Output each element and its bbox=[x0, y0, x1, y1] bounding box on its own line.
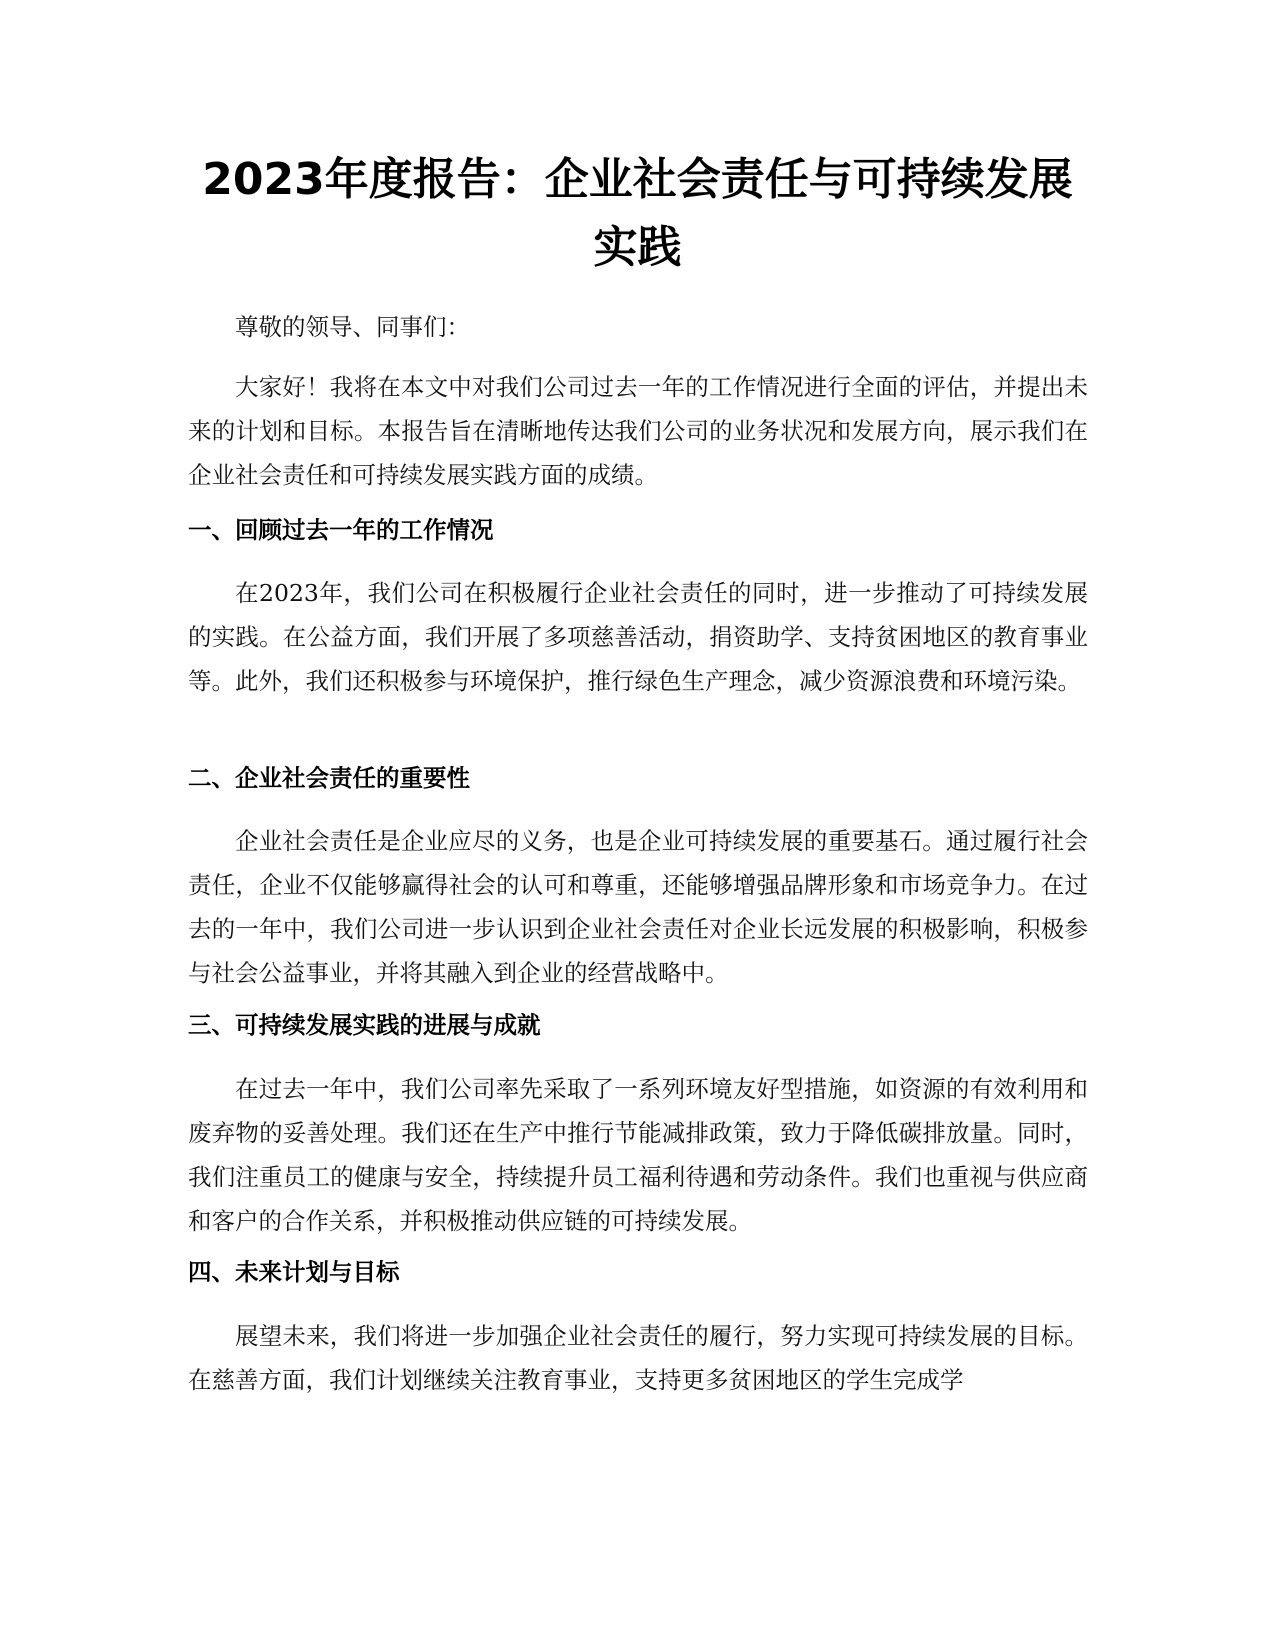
report-title-line-2: 实践 bbox=[593, 222, 682, 273]
section-2-heading: 二、企业社会责任的重要性 bbox=[188, 764, 470, 792]
intro-paragraph: 大家好！我将在本文中对我们公司过去一年的工作情况进行全面的评估，并提出未来的计划和目标。本报告旨在清晰地传达我们公司的业务状况和发展方向，展示我们在企业社会责任和可持续发展实践方面的成绩。 bbox=[188, 373, 1088, 489]
section-4-body: 展望未来，我们将进一步加强企业社会责任的履行，努力实现可持续发展的目标。在慈善方面，我们计划继续关注教育事业，支持更多贫困地区的学生完成学 bbox=[188, 1322, 1088, 1394]
section-3-body: 在过去一年中，我们公司率先采取了一系列环境友好型措施，如资源的有效利用和废弃物的妥善处理。我们还在生产中推行节能减排政策，致力于降低碳排放量。同时，我们注重员工的健康与安全，持续提升员工福利待遇和劳动条件。我们也重视与供应商和客户的合作关系，并积极推动供应链的可持续发展。 bbox=[188, 1075, 1088, 1235]
section-3-heading: 三、可持续发展实践的进展与成就 bbox=[188, 1011, 541, 1039]
report-title-line-1: 2023年度报告：企业社会责任与可持续发展 bbox=[202, 154, 1073, 205]
section-4-heading: 四、未来计划与目标 bbox=[188, 1258, 400, 1286]
greeting-paragraph: 尊敬的领导、同事们： bbox=[235, 313, 470, 341]
section-1-heading: 一、回顾过去一年的工作情况 bbox=[188, 516, 494, 544]
section-1-body: 在2023年，我们公司在积极履行企业社会责任的同时，进一步推动了可持续发展的实践。在公益方面，我们开展了多项慈善活动，捐资助学、支持贫困地区的教育事业等。此外，我们还积极参与环境保护，推行绿色生产理念，减少资源浪费和环境污染。 bbox=[188, 579, 1088, 695]
section-2-body: 企业社会责任是企业应尽的义务，也是企业可持续发展的重要基石。通过履行社会责任，企业不仅能够赢得社会的认可和尊重，还能够增强品牌形象和市场竞争力。在过去的一年中，我们公司进一步认识到企业社会责任对企业长远发展的积极影响，积极参与社会公益事业，并将其融入到企业的经营战略中。 bbox=[188, 827, 1088, 987]
